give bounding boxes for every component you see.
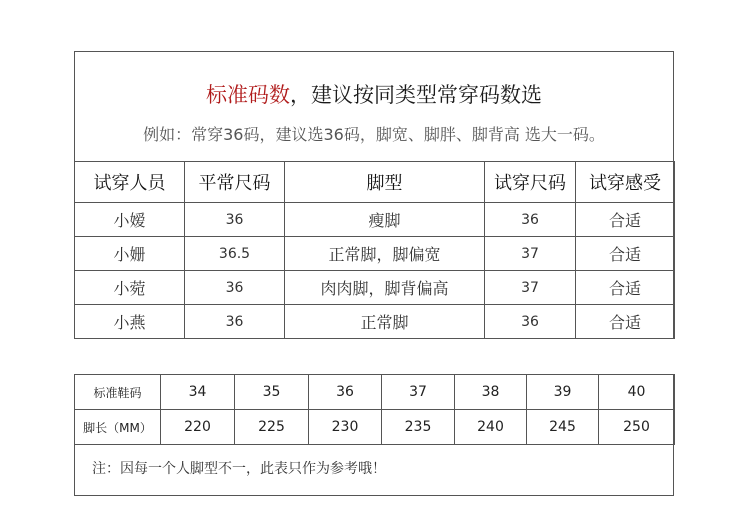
table-row [75, 203, 675, 237]
size-cell: 40 [599, 375, 675, 410]
fit-feeling: 合适 [576, 237, 675, 271]
usual-size: 36 [185, 271, 285, 305]
size-cell: 38 [455, 375, 527, 410]
length-cell: 245 [527, 410, 599, 445]
example-text: 例如：常穿36码，建议选36码，脚宽、脚胖、脚背高 选大一码。 [143, 125, 605, 144]
size-cell: 35 [235, 375, 309, 410]
length-row-label: 脚长（MM） [75, 410, 161, 445]
tried-size: 36 [485, 305, 576, 339]
fit-table-header-row [75, 162, 675, 203]
title-accent: 标准码数 [206, 83, 290, 107]
size-cell: 34 [161, 375, 235, 410]
size-cell: 36 [309, 375, 382, 410]
table-row [75, 271, 675, 305]
length-cell: 220 [161, 410, 235, 445]
length-cell: 225 [235, 410, 309, 445]
header-foot-type: 脚型 [285, 162, 485, 203]
usual-size: 36 [185, 203, 285, 237]
header-tester: 试穿人员 [75, 162, 185, 203]
foot-type: 正常脚，脚偏宽 [285, 237, 485, 271]
tester-name: 小嫒 [75, 203, 185, 237]
size-cell: 39 [527, 375, 599, 410]
length-cell: 240 [455, 410, 527, 445]
tried-size: 37 [485, 271, 576, 305]
size-row-label: 标准鞋码 [75, 375, 161, 410]
tester-name: 小燕 [75, 305, 185, 339]
fit-test-table [74, 161, 675, 339]
tried-size: 37 [485, 237, 576, 271]
fit-feeling: 合适 [576, 271, 675, 305]
usual-size: 36 [185, 305, 285, 339]
foot-type: 瘦脚 [285, 203, 485, 237]
fit-test-panel [74, 51, 674, 339]
title-rest: ，建议按同类型常穿码数选 [290, 83, 542, 107]
size-cell: 37 [382, 375, 455, 410]
size-row [75, 375, 675, 410]
header-fit-feeling: 试穿感受 [576, 162, 675, 203]
header-tried-size: 试穿尺码 [485, 162, 576, 203]
length-row [75, 410, 675, 445]
tester-name: 小姗 [75, 237, 185, 271]
foot-type: 肉肉脚，脚背偏高 [285, 271, 485, 305]
header-usual-size: 平常尺码 [185, 162, 285, 203]
tester-name: 小菀 [75, 271, 185, 305]
tried-size: 36 [485, 203, 576, 237]
length-cell: 235 [382, 410, 455, 445]
table-row [75, 237, 675, 271]
size-chart-panel [74, 374, 674, 496]
fit-feeling: 合适 [576, 305, 675, 339]
fit-feeling: 合适 [576, 203, 675, 237]
disclaimer-note: 注：因每一个人脚型不一，此表只作为参考哦！ [92, 461, 386, 477]
size-chart-table [74, 374, 675, 445]
page-title [75, 79, 673, 111]
table-row [75, 305, 675, 339]
foot-type: 正常脚 [285, 305, 485, 339]
length-cell: 250 [599, 410, 675, 445]
usual-size: 36.5 [185, 237, 285, 271]
length-cell: 230 [309, 410, 382, 445]
